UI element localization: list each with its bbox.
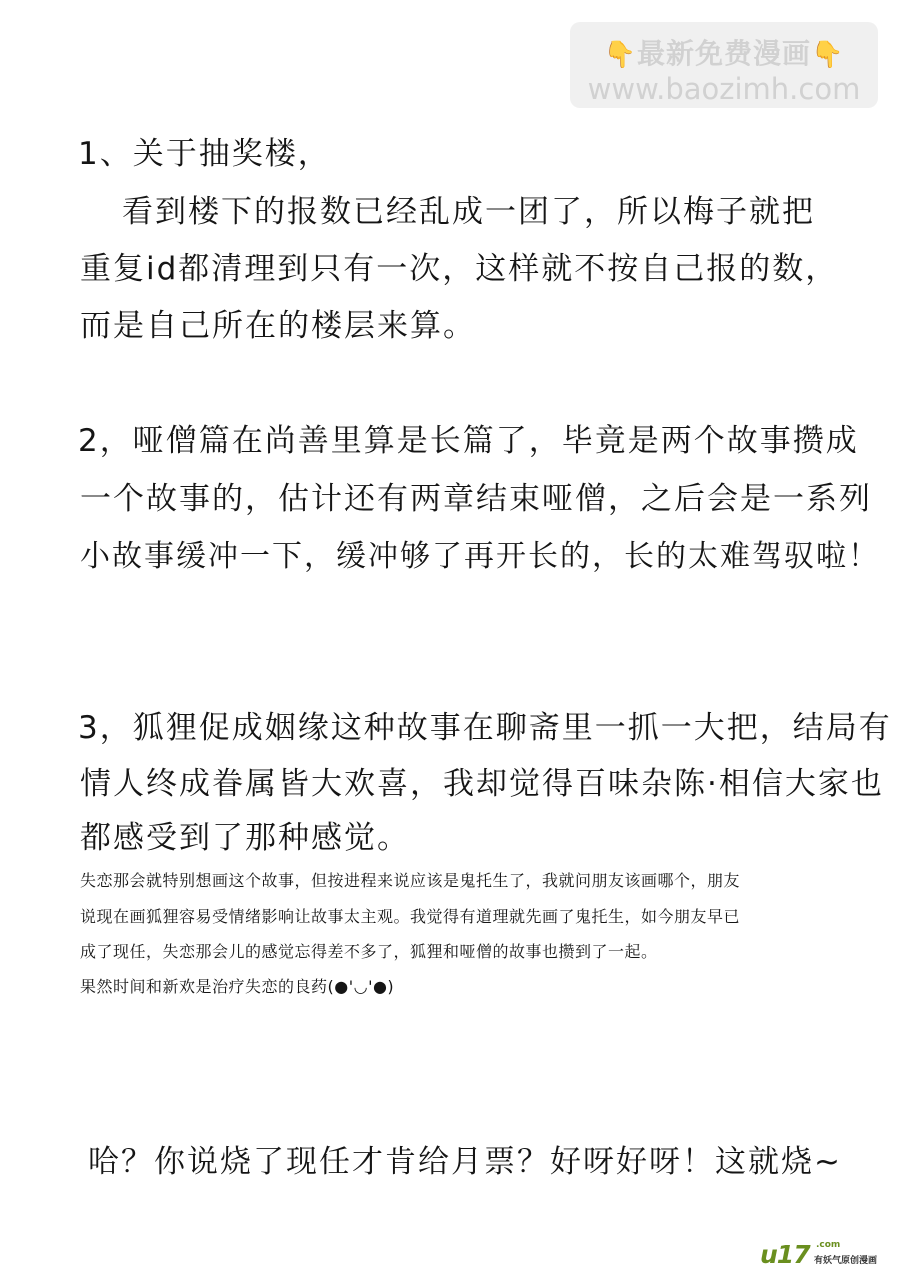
section1-text-line: 而是自己所在的楼层来算。 — [80, 308, 476, 344]
logo-main-text: u17 — [760, 1240, 810, 1269]
section1-heading: 1、关于抽奖楼， — [78, 136, 331, 172]
logo-subtitle-text: 有妖气原创漫画 — [814, 1256, 878, 1266]
note-line: 果然时间和新欢是治疗失恋的良药(●'◡'●) — [80, 977, 395, 996]
note-line: 失恋那会就特别想画这个故事，但按进程来说应该是鬼托生了，我就问朋友该画哪个，朋友 — [80, 871, 741, 890]
section1-text-line: 看到楼下的报数已经乱成一团了，所以梅子就把 — [122, 194, 815, 230]
note-line: 成了现任，失恋那会儿的感觉忘得差不多了，狐狸和哑僧的故事也攒到了一起。 — [80, 942, 658, 961]
section2-text-line: 小故事缓冲一下，缓冲够了再开长的，长的太难驾驭啦！ — [80, 539, 880, 574]
watermark-title — [570, 32, 878, 72]
watermark-badge — [570, 22, 878, 108]
note-line: 说现在画狐狸容易受情绪影响让故事太主观。我觉得有道理就先画了鬼托生，如今朋友早已 — [80, 907, 741, 926]
watermark-url: www.baozimh.com — [587, 72, 861, 106]
closing-line: 哈？你说烧了现任才肯给月票？好呀好呀！这就烧~ — [88, 1144, 842, 1180]
watermark-title-text: 最新免费漫画 — [636, 37, 811, 70]
section3-text-line: 都感受到了那种感觉。 — [80, 820, 410, 856]
section1-text-line: 重复id都清理到只有一次，这样就不按自己报的数， — [80, 251, 839, 287]
section2-text-line: 2，哑僧篇在尚善里算是长篇了，毕竟是两个故事攒成 — [78, 423, 859, 459]
logo-domain-text: .com — [816, 1240, 841, 1250]
u17-logo — [760, 1240, 888, 1268]
section2-text-line: 一个故事的，估计还有两章结束哑僧，之后会是一系列 — [80, 481, 872, 517]
pointing-down-icon: 👇 — [603, 40, 637, 70]
pointing-down-icon: 👇 — [811, 40, 845, 70]
section3-text-line: 3，狐狸促成姻缘这种故事在聊斋里一抓一大把，结局有 — [78, 710, 892, 746]
section3-text-line: 情人终成眷属皆大欢喜，我却觉得百味杂陈·相信大家也 — [80, 766, 884, 802]
